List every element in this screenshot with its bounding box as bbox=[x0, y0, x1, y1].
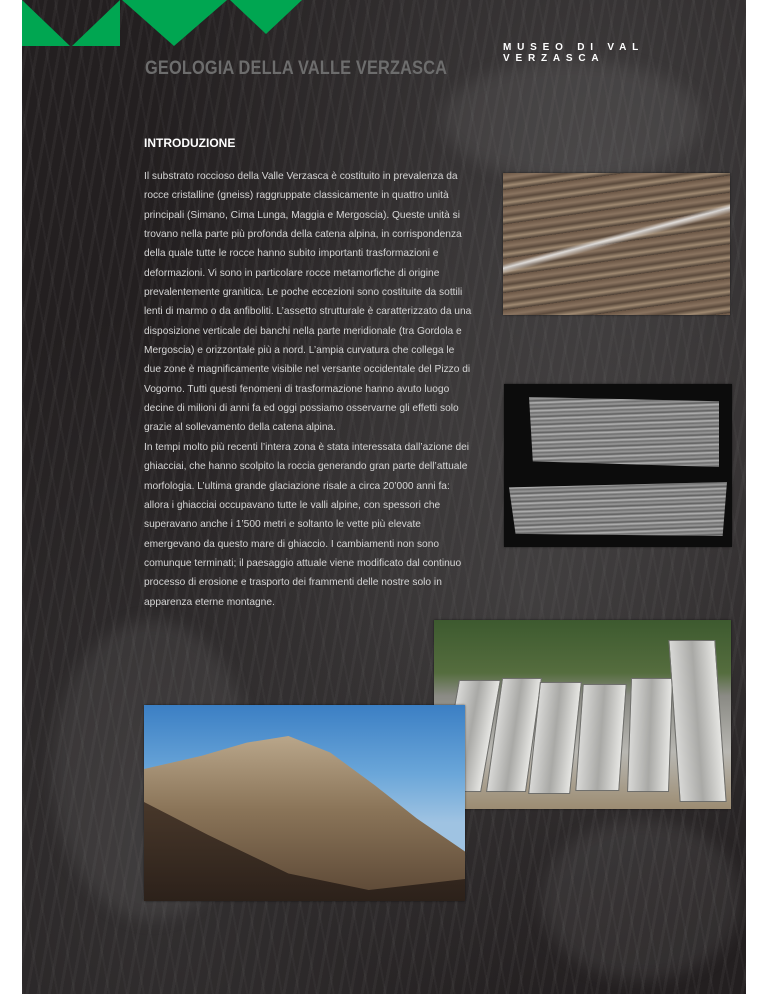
rock-sample bbox=[529, 397, 719, 467]
museum-name: MUSEO DI VAL VERZASCA bbox=[503, 42, 644, 64]
paragraph: Il substrato roccioso della Valle Verzasca è costituito in prevalenza da rocce cristalline (gneiss) raggruppate classicamente in quattro unità principali (Simano, Cima Lunga, Maggia e Mergoscia). Queste unità si trovano nella parte più profonda della catena alpina, in corrispondenza della quale tutte le rocce hanno subito importanti trasformazioni e deformazioni. Vi sono in particolare rocce metamorfiche di origine prevalentemente granitica. Le poche eccezioni sono costituite da sottili lenti di marmo o da anfiboliti. L’assetto strutturale è caratterizzato da una disposizione verticale dei banchi nella parte meridionale (tra Gordola e Mergoscia) e orizzontale più a nord. L’ampia curvatura che collega le due zone è magnificamente visibile nel versante occidentale del Pizzo di Vogorno. Tutti questi fenomeni di trasformazione hanno avuto luogo decine di milioni di anni fa ed oggi possiamo osservarne gli effetti solo grazie al sollevamento della catena alpina. bbox=[144, 171, 472, 434]
rock-samples-photo bbox=[504, 384, 732, 547]
rock-texture bbox=[542, 820, 742, 980]
stone-slabs-photo bbox=[434, 620, 731, 809]
paragraph: In tempi molto più recenti l’intera zona è stata interessata dall’azione dei ghiacciai, che hanno scolpito la roccia generando gran parte dell’attuale morfologia. L’ultima grande glaciazione risale a circa 20’000 anni fa: allora i ghiacciai occupavano tutte le valli alpine, con spessori che superavano anche i 1’500 metri e soltanto le vette più elevate emergevano da questo mare di ghiaccio. I cambiamenti non sono comunque terminati; il paesaggio attuale viene modificato dal continuo processo di erosione e trasporto dei frammenti delle nostre solo in apparenza eterne montagne. bbox=[144, 441, 470, 608]
section-heading: INTRODUZIONE bbox=[144, 136, 236, 150]
body-text bbox=[144, 167, 472, 612]
page-title: GEOLOGIA DELLA VALLE VERZASCA bbox=[145, 58, 448, 79]
folded-rock-photo bbox=[503, 173, 730, 315]
stone-slab bbox=[575, 684, 626, 791]
exhibit-panel bbox=[22, 0, 746, 994]
mountain-landscape-photo bbox=[144, 705, 465, 901]
rock-sample bbox=[509, 482, 727, 536]
stone-slab bbox=[668, 640, 726, 802]
rock-texture bbox=[442, 60, 702, 180]
green-triangles-logo-icon bbox=[22, 0, 322, 46]
stone-slab bbox=[627, 678, 673, 792]
